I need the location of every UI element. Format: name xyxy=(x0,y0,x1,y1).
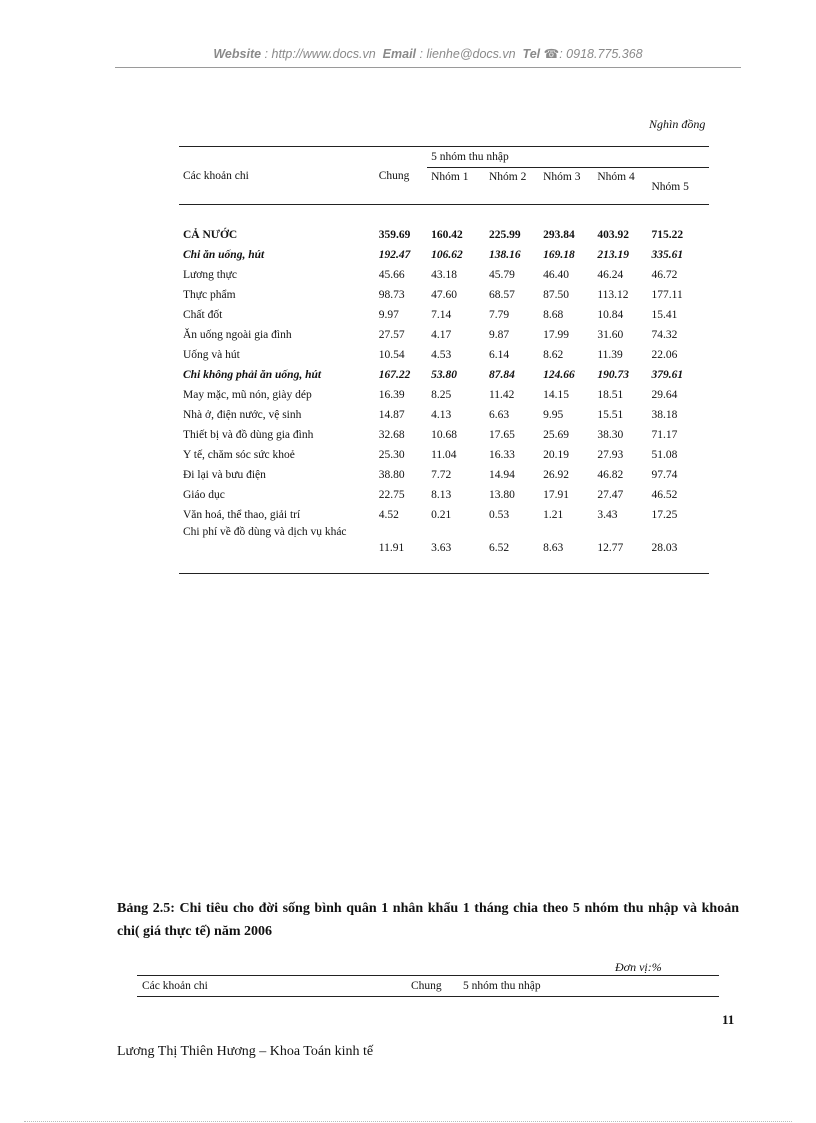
row-value: 46.40 xyxy=(543,269,569,281)
row-value: 8.63 xyxy=(543,542,564,554)
row-value: 8.68 xyxy=(543,309,564,321)
row-label: Chất đốt xyxy=(183,309,223,321)
row-value: 14.87 xyxy=(378,409,405,421)
row-value: 0.21 xyxy=(431,509,452,521)
row-value: 16.33 xyxy=(488,449,515,461)
table2-col-groups: 5 nhóm thu nhập xyxy=(463,980,541,992)
row-label: Văn hoá, thể thao, giải trí xyxy=(183,509,301,521)
row-value: 8.13 xyxy=(431,489,452,501)
table-row xyxy=(179,425,709,445)
row-value: 38.30 xyxy=(597,429,624,441)
row-value: 11.91 xyxy=(378,542,405,554)
table-row xyxy=(179,525,709,559)
row-value: 15.51 xyxy=(597,409,624,421)
tel-value: : 0918.775.368 xyxy=(559,47,643,61)
row-value: 4.52 xyxy=(378,509,399,521)
footer-rule xyxy=(24,1121,792,1122)
row-value: 46.24 xyxy=(597,269,624,281)
row-value: 87.50 xyxy=(543,289,569,301)
page-header xyxy=(115,46,741,61)
expenditure-table xyxy=(179,146,709,574)
table-row xyxy=(179,365,709,385)
col-header-label: Các khoản chi xyxy=(179,147,375,205)
row-label: Thiết bị và đồ dùng gia đình xyxy=(183,429,314,441)
row-label: Ăn uống ngoài gia đình xyxy=(183,329,292,341)
row-value: 6.63 xyxy=(488,409,510,421)
row-value: 0.53 xyxy=(488,509,510,521)
row-value: 1.21 xyxy=(543,509,564,521)
row-value: 3.63 xyxy=(431,542,452,554)
row-value: 46.82 xyxy=(597,469,624,481)
table2-unit: Đơn vị:% xyxy=(615,960,662,974)
row-label: Nhà ở, điện nước, vệ sinh xyxy=(183,409,302,421)
row-label: Chi phí về đồ dùng và dịch vụ khác xyxy=(183,526,347,538)
row-value: 6.52 xyxy=(488,542,510,554)
row-label: Chi ăn uống, hút xyxy=(183,249,265,261)
row-value: 10.54 xyxy=(378,349,405,361)
row-label: Thực phẩm xyxy=(183,289,236,301)
table-caption: Bảng 2.5: Chi tiêu cho đời sống bình quân 1 nhân khẩu 1 tháng chia theo 5 nhóm thu nhập và khoản chi( giá thực tế) năm 2006 xyxy=(117,901,739,939)
row-value: 97.74 xyxy=(651,469,678,481)
row-label: Uống và hút xyxy=(183,349,240,361)
col-header-group: Nhóm 3 xyxy=(543,171,581,183)
row-value: 27.47 xyxy=(597,489,624,501)
row-value: 17.91 xyxy=(543,489,569,501)
row-value: 9.97 xyxy=(378,309,399,321)
table-row xyxy=(179,265,709,285)
row-value: 7.79 xyxy=(488,309,510,321)
row-value: 22.75 xyxy=(378,489,405,501)
row-value: 10.84 xyxy=(597,309,624,321)
row-label: CẢ NƯỚC xyxy=(183,229,238,241)
row-value: 225.99 xyxy=(488,229,521,241)
row-value: 46.52 xyxy=(651,489,678,501)
table-row xyxy=(179,465,709,485)
row-value: 138.16 xyxy=(488,249,521,261)
row-value: 192.47 xyxy=(378,249,411,261)
page-number: 11 xyxy=(722,1012,735,1027)
row-value: 31.60 xyxy=(597,329,624,341)
col-header-chung: Chung xyxy=(375,147,427,205)
col-header-groups: 5 nhóm thu nhập xyxy=(427,147,709,168)
row-value: 38.80 xyxy=(378,469,405,481)
table-row xyxy=(179,385,709,405)
row-value: 17.65 xyxy=(488,429,515,441)
row-value: 167.22 xyxy=(378,369,411,381)
table-row xyxy=(179,325,709,345)
row-value: 28.03 xyxy=(651,542,678,554)
row-label: Giáo dục xyxy=(183,489,225,501)
table-row xyxy=(179,505,709,525)
row-value: 293.84 xyxy=(543,229,575,241)
table-row xyxy=(179,405,709,425)
table2-col-chung: Chung xyxy=(411,980,442,992)
row-value: 11.39 xyxy=(597,349,623,361)
table2-col-label: Các khoản chi xyxy=(142,980,208,992)
row-value: 12.77 xyxy=(597,542,624,554)
row-value: 16.39 xyxy=(378,389,405,401)
row-value: 11.04 xyxy=(431,449,457,461)
row-value: 6.14 xyxy=(488,349,510,361)
row-value: 25.30 xyxy=(378,449,405,461)
table-row xyxy=(179,225,709,245)
row-label: Y tế, chăm sóc sức khoẻ xyxy=(183,449,295,461)
website-value[interactable]: : http://www.docs.vn xyxy=(264,47,376,61)
row-value: 18.51 xyxy=(597,389,624,401)
row-value: 403.92 xyxy=(597,229,629,241)
row-value: 3.43 xyxy=(597,509,618,521)
table-row xyxy=(179,345,709,365)
row-label: Đi lại và bưu điện xyxy=(183,469,266,481)
row-value: 9.95 xyxy=(543,409,564,421)
row-value: 20.19 xyxy=(543,449,569,461)
col-header-group: Nhóm 2 xyxy=(488,171,527,183)
header-rule xyxy=(115,67,741,68)
row-value: 46.72 xyxy=(651,269,678,281)
col-header-group: Nhóm 1 xyxy=(431,171,469,183)
col-header-group: Nhóm 5 xyxy=(651,181,689,193)
row-value: 4.17 xyxy=(431,329,452,341)
row-value: 13.80 xyxy=(488,489,515,501)
row-value: 124.66 xyxy=(543,369,575,381)
table-row xyxy=(179,285,709,305)
row-value: 9.87 xyxy=(488,329,510,341)
row-value: 32.68 xyxy=(378,429,405,441)
phone-icon: ☎ xyxy=(543,47,560,61)
row-value: 45.79 xyxy=(488,269,515,281)
row-value: 17.99 xyxy=(543,329,569,341)
row-value: 106.62 xyxy=(431,249,463,261)
row-value: 11.42 xyxy=(488,389,515,401)
row-value: 4.53 xyxy=(431,349,452,361)
row-value: 74.32 xyxy=(651,329,678,341)
table2-header-rule xyxy=(137,996,719,997)
row-value: 53.80 xyxy=(431,369,457,381)
row-value: 43.18 xyxy=(431,269,457,281)
email-label: Email xyxy=(382,47,417,61)
table2-top-rule xyxy=(137,975,719,976)
table-end-row xyxy=(179,559,709,574)
row-value: 14.94 xyxy=(488,469,515,481)
row-value: 27.57 xyxy=(378,329,405,341)
table-spacer-row xyxy=(179,205,709,226)
row-value: 98.73 xyxy=(378,289,405,301)
row-value: 22.06 xyxy=(651,349,678,361)
row-label: Chi không phải ăn uống, hút xyxy=(183,369,322,381)
row-value: 17.25 xyxy=(651,509,678,521)
email-value[interactable]: : lienhe@docs.vn xyxy=(419,47,516,61)
row-label: May mặc, mũ nón, giày dép xyxy=(183,389,312,401)
row-value: 8.62 xyxy=(543,349,564,361)
row-value: 213.19 xyxy=(597,249,629,261)
row-value: 379.61 xyxy=(651,369,684,381)
row-value: 15.41 xyxy=(651,309,678,321)
row-value: 4.13 xyxy=(431,409,452,421)
row-value: 715.22 xyxy=(651,229,684,241)
row-value: 87.84 xyxy=(488,369,515,381)
row-value: 27.93 xyxy=(597,449,624,461)
row-value: 7.72 xyxy=(431,469,452,481)
row-value: 8.25 xyxy=(431,389,452,401)
row-value: 14.15 xyxy=(543,389,569,401)
row-value: 160.42 xyxy=(431,229,463,241)
table-row xyxy=(179,485,709,505)
tel-label: Tel xyxy=(522,47,541,61)
row-value: 177.11 xyxy=(651,289,683,301)
row-value: 335.61 xyxy=(651,249,684,261)
row-value: 26.92 xyxy=(543,469,569,481)
col-header-group: Nhóm 4 xyxy=(597,171,635,183)
row-value: 38.18 xyxy=(651,409,678,421)
table-row xyxy=(179,305,709,325)
row-label: Lương thực xyxy=(183,269,237,281)
row-value: 7.14 xyxy=(431,309,452,321)
table-row xyxy=(179,445,709,465)
row-value: 113.12 xyxy=(597,289,629,301)
page-footer: Lương Thị Thiên Hương – Khoa Toán kinh tế xyxy=(117,1044,374,1059)
table1-unit: Nghìn đồng xyxy=(649,117,706,131)
row-value: 29.64 xyxy=(651,389,678,401)
row-value: 190.73 xyxy=(597,369,629,381)
row-value: 25.69 xyxy=(543,429,569,441)
row-value: 47.60 xyxy=(431,289,457,301)
website-label: Website xyxy=(213,47,262,61)
row-value: 10.68 xyxy=(431,429,457,441)
row-value: 359.69 xyxy=(378,229,411,241)
row-value: 169.18 xyxy=(543,249,575,261)
row-value: 51.08 xyxy=(651,449,678,461)
row-value: 68.57 xyxy=(488,289,515,301)
row-value: 71.17 xyxy=(651,429,678,441)
row-value: 45.66 xyxy=(378,269,405,281)
table-row xyxy=(179,245,709,265)
